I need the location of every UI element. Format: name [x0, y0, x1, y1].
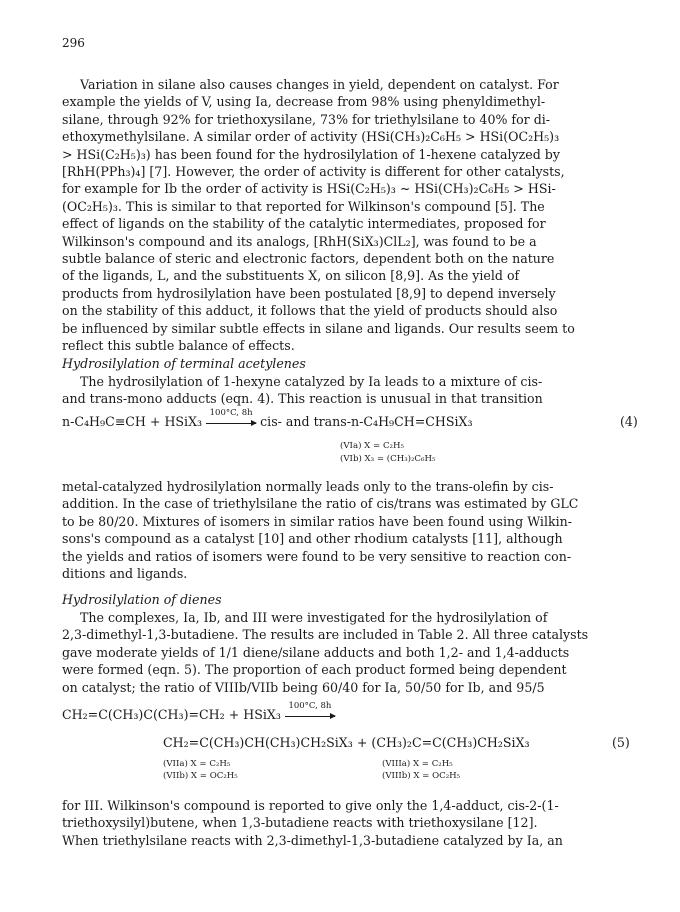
text-line: of the ligands, L, and the substituents X, on silicon [8,9]. As the yield of	[62, 268, 520, 284]
reaction-arrow	[285, 701, 335, 717]
text-line: ethoxymethylsilane. A similar order of activity (HSi(CH₃)₂C₆H₅ > HSi(OC₂H₅)₃	[62, 129, 560, 145]
text-line: for III. Wilkinson's compound is reported to give only the 1,4-adduct, cis-2-(1-	[62, 798, 559, 813]
paragraph-silane-variation	[62, 76, 640, 355]
equation-4-note-2: (VIb) X₃ = (CH₃)₂C₆H₅	[340, 454, 436, 464]
text-line: gave moderate yields of 1/1 diene/silane adducts and both 1,2- and 1,4-adducts	[62, 644, 570, 660]
text-line: reflect this subtle balance of effects.	[62, 338, 295, 354]
text-line: metal-catalyzed hydrosilylation normally leads only to the trans-olefin by cis-	[62, 479, 554, 494]
equation-5-reactants: CH₂=C(CH₃)C(CH₃)=CH₂ + HSiX₃	[62, 707, 281, 722]
heading-terminal-acetylenes: Hydrosilylation of terminal acetylenes	[62, 356, 306, 371]
equation-5-note-left-2: (VIIb) X = OC₂H₅	[163, 771, 238, 781]
equation-4-note-1: (VIa) X = C₂H₅	[340, 441, 404, 451]
text-line: for example for Ib the order of activity is HSi(C₂H₅)₃ ~ HSi(CH₃)₂C₆H₅ > HSi-	[62, 181, 556, 197]
reaction-arrow	[206, 408, 256, 424]
equation-5-line-1	[62, 701, 339, 722]
text-line: silane, through 92% for triethoxysilane, 73% for triethylsilane to 40% for di-	[62, 111, 551, 127]
equation-5-product-1: CH₂=C(CH₃)CH(CH₃)CH₂SiX₃	[163, 735, 353, 750]
equation-5-note-right-2: (VIIIb) X = OC₂H₅	[382, 771, 461, 781]
paragraph-wilkinson-butadiene	[62, 797, 640, 849]
text-line: be influenced by similar subtle effects in silane and ligands. Our results seem to	[62, 320, 575, 336]
text-line: and trans-mono adducts (eqn. 4). This reaction is unusual in that transition	[62, 391, 543, 407]
reaction-conditions: 100°C, 8h	[209, 408, 253, 418]
paragraph-acetylene-intro	[62, 373, 640, 408]
equation-4-reactants: n-C₄H₉C≡CH + HSiX₃	[62, 414, 203, 429]
text-line: When triethylsilane reacts with 2,3-dimethyl-1,3-butadiene catalyzed by Ia, an	[62, 832, 563, 848]
equation-5-note-left-1: (VIIa) X = C₂H₅	[163, 759, 231, 769]
text-line: subtle balance of steric and electronic factors, dependent both on the nature	[62, 251, 555, 267]
text-line: Wilkinson's compound and its analogs, [RhH(SiX₃)ClL₂], was found to be a	[62, 233, 537, 249]
paragraph-diene-intro	[62, 609, 640, 696]
equation-5-product-2: (CH₃)₂C=C(CH₃)CH₂SiX₃	[371, 735, 530, 750]
equation-5-line-2	[163, 735, 530, 750]
text-line: 2,3-dimethyl-1,3-butadiene. The results are included in Table 2. All three catalysts	[62, 627, 589, 643]
text-line: [RhH(PPh₃)₄] [7]. However, the order of activity is different for other catalysts,	[62, 164, 565, 180]
text-line: The hydrosilylation of 1-hexyne catalyzed by Ia leads to a mixture of cis-	[80, 374, 543, 389]
text-line: to be 80/20. Mixtures of isomers in similar ratios have been found using Wilkin-	[62, 513, 573, 529]
text-line: (OC₂H₅)₃. This is similar to that reported for Wilkinson's compound [5]. The	[62, 198, 545, 214]
text-line: on catalyst; the ratio of VIIIb/VIIb being 60/40 for Ia, 50/50 for Ib, and 95/5	[62, 679, 545, 695]
equation-5-number: (5)	[612, 735, 630, 750]
text-line: were formed (eqn. 5). The proportion of each product formed being dependent	[62, 662, 567, 678]
reaction-conditions: 100°C, 8h	[288, 701, 332, 711]
text-line: ditions and ligands.	[62, 566, 188, 582]
text-line: Variation in silane also causes changes in yield, dependent on catalyst. For	[80, 77, 559, 92]
text-line: The complexes, Ia, Ib, and III were investigated for the hydrosilylation of	[80, 610, 548, 625]
text-line: triethoxysilyl)butene, when 1,3-butadiene reacts with triethoxysilane [12].	[62, 815, 538, 831]
page-number: 296	[62, 36, 85, 50]
text-line: example the yields of V, using Ia, decrease from 98% using phenyldimethyl-	[62, 94, 546, 110]
equation-5-note-right-1: (VIIIa) X = C₂H₅	[382, 759, 453, 769]
text-line: > HSi(C₂H₅)₃) has been found for the hydrosilylation of 1-hexene catalyzed by	[62, 146, 560, 162]
equation-5-plus: +	[356, 735, 368, 750]
text-line: the yields and ratios of isomers were found to be very sensitive to reaction con-	[62, 548, 572, 564]
text-line: on the stability of this adduct, it follows that the yield of products should also	[62, 303, 558, 319]
text-line: effect of ligands on the stability of the catalytic intermediates, proposed for	[62, 216, 546, 232]
text-line: products from hydrosilylation have been postulated [8,9] to depend inversely	[62, 285, 556, 301]
equation-4	[62, 408, 473, 429]
equation-4-number: (4)	[620, 414, 638, 429]
paragraph-cis-trans	[62, 478, 640, 582]
text-line: sons's compound as a catalyst [10] and other rhodium catalysts [11], although	[62, 531, 563, 547]
equation-4-products: cis- and trans-n-C₄H₉CH=CHSiX₃	[260, 414, 473, 429]
heading-dienes: Hydrosilylation of dienes	[62, 592, 222, 607]
text-line: addition. In the case of triethylsilane the ratio of cis/trans was estimated by GLC	[62, 496, 579, 512]
